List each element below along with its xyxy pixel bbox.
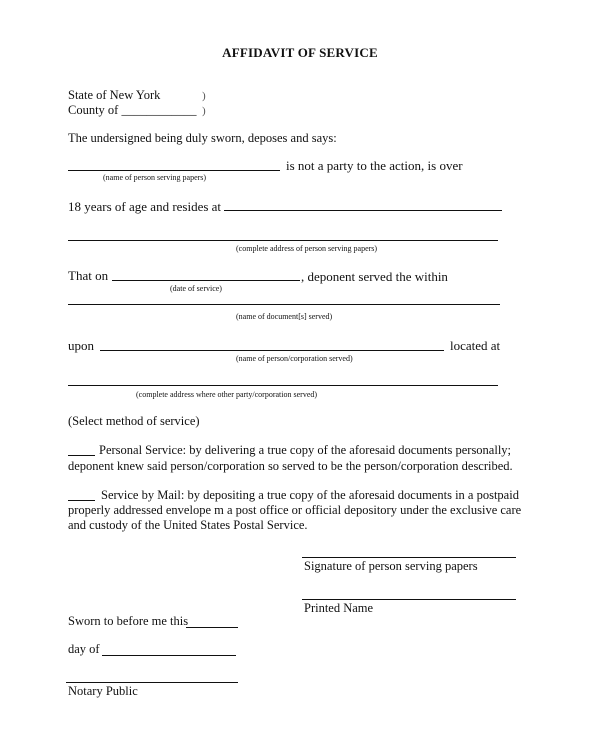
server-address-caption: (complete address of person serving papers)	[236, 244, 378, 253]
sworn-before-text: Sworn to before me this	[68, 614, 189, 628]
party-statement: is not a party to the action, is over	[286, 158, 463, 173]
mail-service-checkline[interactable]	[68, 500, 95, 501]
printed-name-line[interactable]	[302, 599, 516, 600]
server-name-caption: (name of person serving papers)	[103, 173, 207, 182]
sworn-day-line[interactable]	[186, 627, 238, 628]
document-title: AFFIDAVIT OF SERVICE	[222, 45, 378, 60]
service-date-caption: (date of service)	[170, 284, 222, 293]
upon-text: upon	[68, 338, 94, 353]
server-address-line-2[interactable]	[68, 240, 498, 241]
personal-service-text-2: deponent knew said person/corporation so served to be the person/corporation described.	[68, 459, 513, 473]
document-served-line[interactable]	[68, 304, 500, 305]
mail-service-text-3: and custody of the United States Postal Service.	[68, 518, 308, 532]
day-of-text: day of	[68, 642, 100, 656]
that-on-text: That on	[68, 268, 109, 283]
document-served-caption: (name of document[s] served)	[236, 312, 333, 321]
served-address-line[interactable]	[68, 385, 498, 386]
server-name-line[interactable]	[68, 170, 280, 171]
notary-label: Notary Public	[68, 684, 138, 698]
select-method-text: (Select method of service)	[68, 414, 200, 428]
personal-service-checkline[interactable]	[68, 455, 95, 456]
signature-label: Signature of person serving papers	[304, 559, 478, 573]
served-address-caption: (complete address where other party/corporation served)	[136, 390, 318, 399]
person-served-caption: (name of person/corporation served)	[236, 354, 353, 363]
intro-statement: The undersigned being duly sworn, deposes and says:	[68, 131, 337, 145]
age-statement: 18 years of age and resides at	[68, 199, 222, 214]
venue-state: State of New York	[68, 88, 161, 102]
person-served-line[interactable]	[100, 350, 444, 351]
personal-service-text-1: Personal Service: by delivering a true copy of the aforesaid documents personally;	[99, 443, 512, 457]
server-address-line-1[interactable]	[224, 210, 502, 211]
signature-line[interactable]	[302, 557, 516, 558]
venue-bracket-top: )	[202, 90, 206, 102]
notary-signature-line[interactable]	[66, 682, 238, 683]
day-of-line[interactable]	[102, 655, 236, 656]
service-date-line[interactable]	[112, 280, 300, 281]
mail-service-text-1: Service by Mail: by depositing a true copy of the aforesaid documents in a postpaid	[101, 488, 519, 502]
located-at-text: located at	[450, 338, 501, 353]
printed-name-label: Printed Name	[304, 601, 374, 615]
deponent-served-text: , deponent served the within	[301, 269, 448, 284]
venue-bracket-bottom: )	[202, 105, 206, 117]
mail-service-text-2: properly addressed envelope m a post office or official depository under the exclusive care	[68, 503, 522, 517]
venue-county: County of ____________	[68, 103, 197, 117]
